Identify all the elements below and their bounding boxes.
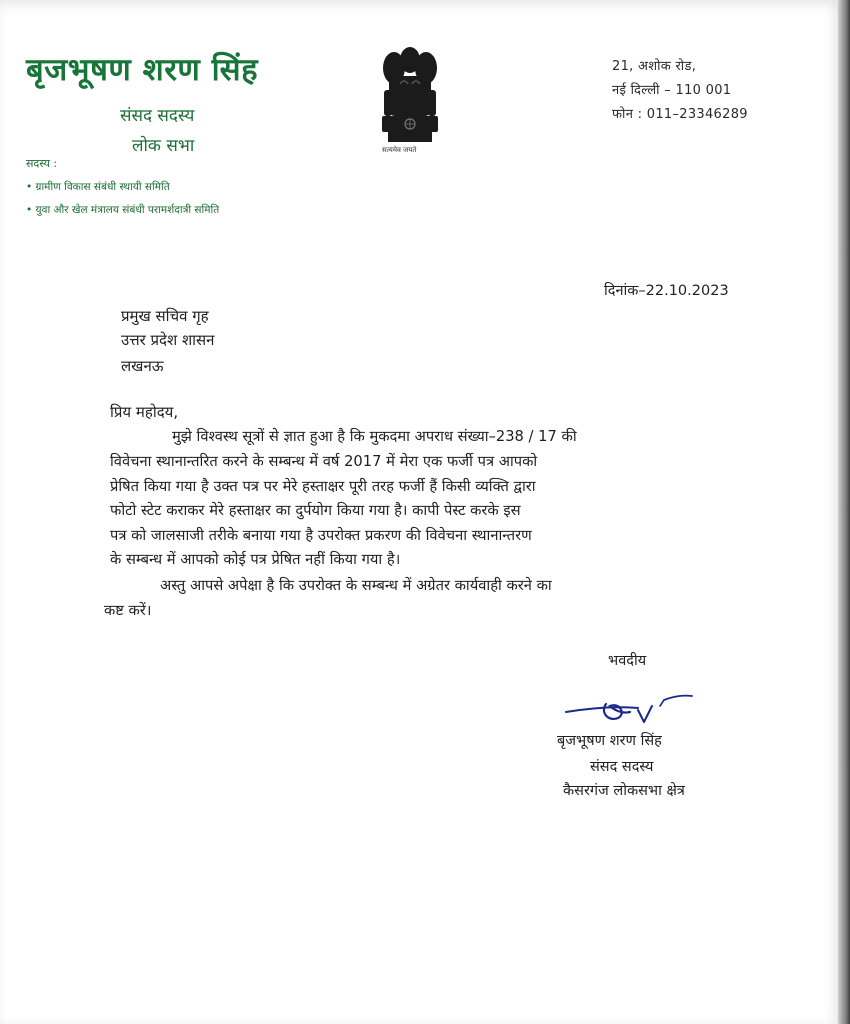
address-line: 21, अशोक रोड, — [612, 59, 697, 74]
body-line: विवेचना स्थानान्तरित करने के सम्बन्ध में वर्ष 2017 में मेरा एक फर्जी पत्र आपको — [110, 453, 538, 470]
signatory-constituency: कैसरगंज लोकसभा क्षेत्र — [563, 783, 685, 799]
body-line: मुझे विश्वस्थ सूत्रों से ज्ञात हुआ है कि मुकदमा अपराध संख्या–238 / 17 की — [172, 428, 577, 445]
letterhead-house: लोक सभा — [132, 136, 195, 156]
page-edge-shadow — [838, 0, 850, 1024]
body-line: के सम्बन्ध में आपको कोई पत्र प्रेषित नहीं किया गया है। — [110, 551, 401, 568]
emblem-motto: सत्यमेव जयते — [382, 146, 417, 154]
recipient-line: लखनऊ — [121, 357, 164, 375]
body-line: अस्तु आपसे अपेक्षा है कि उपरोक्त के सम्बन्ध में अग्रेतर कार्यवाही करने का — [160, 577, 552, 594]
recipient-line: उत्तर प्रदेश शासन — [121, 331, 215, 349]
body-line: प्रेषित किया गया है उक्त पत्र पर मेरे हस्ताक्षर पूरी तरह फर्जी हैं किसी व्यक्ति द्वारा — [110, 478, 536, 495]
body-line: फोटो स्टेट कराकर मेरे हस्ताक्षर का दुर्पयोग किया गया है। कापी पेस्ट करके इस — [110, 502, 521, 519]
address-line: नई दिल्ली – 110 001 — [612, 83, 732, 98]
body-line: पत्र को जालसाजी तरीके बनाया गया है उपरोक्त प्रकरण की विवेचना स्थानान्तरण — [110, 527, 532, 544]
signatory-name: बृजभूषण शरण सिंह — [557, 733, 662, 749]
recipient-line: प्रमुख सचिव गृह — [121, 307, 209, 325]
national-emblem-icon — [374, 40, 446, 162]
letter-date: दिनांक–22.10.2023 — [604, 283, 729, 299]
signatory-title: संसद सदस्य — [590, 759, 654, 775]
salutation: प्रिय महोदय, — [110, 403, 179, 421]
phone-line: फोन : 011–23346289 — [612, 107, 748, 122]
body-line: कष्ट करें। — [104, 602, 152, 619]
committee-item: • ग्रामीण विकास संबंधी स्थायी समिति — [26, 181, 170, 193]
letterhead-title: संसद सदस्य — [120, 106, 195, 126]
letterhead-name: बृजभूषण शरण सिंह — [26, 52, 259, 88]
member-label: सदस्य : — [26, 157, 58, 170]
handwritten-signature — [560, 690, 700, 730]
committee-item: • युवा और खेल मंत्रालय संबंधी परामर्शदात्री समिति — [26, 204, 220, 216]
closing: भवदीय — [608, 653, 647, 669]
